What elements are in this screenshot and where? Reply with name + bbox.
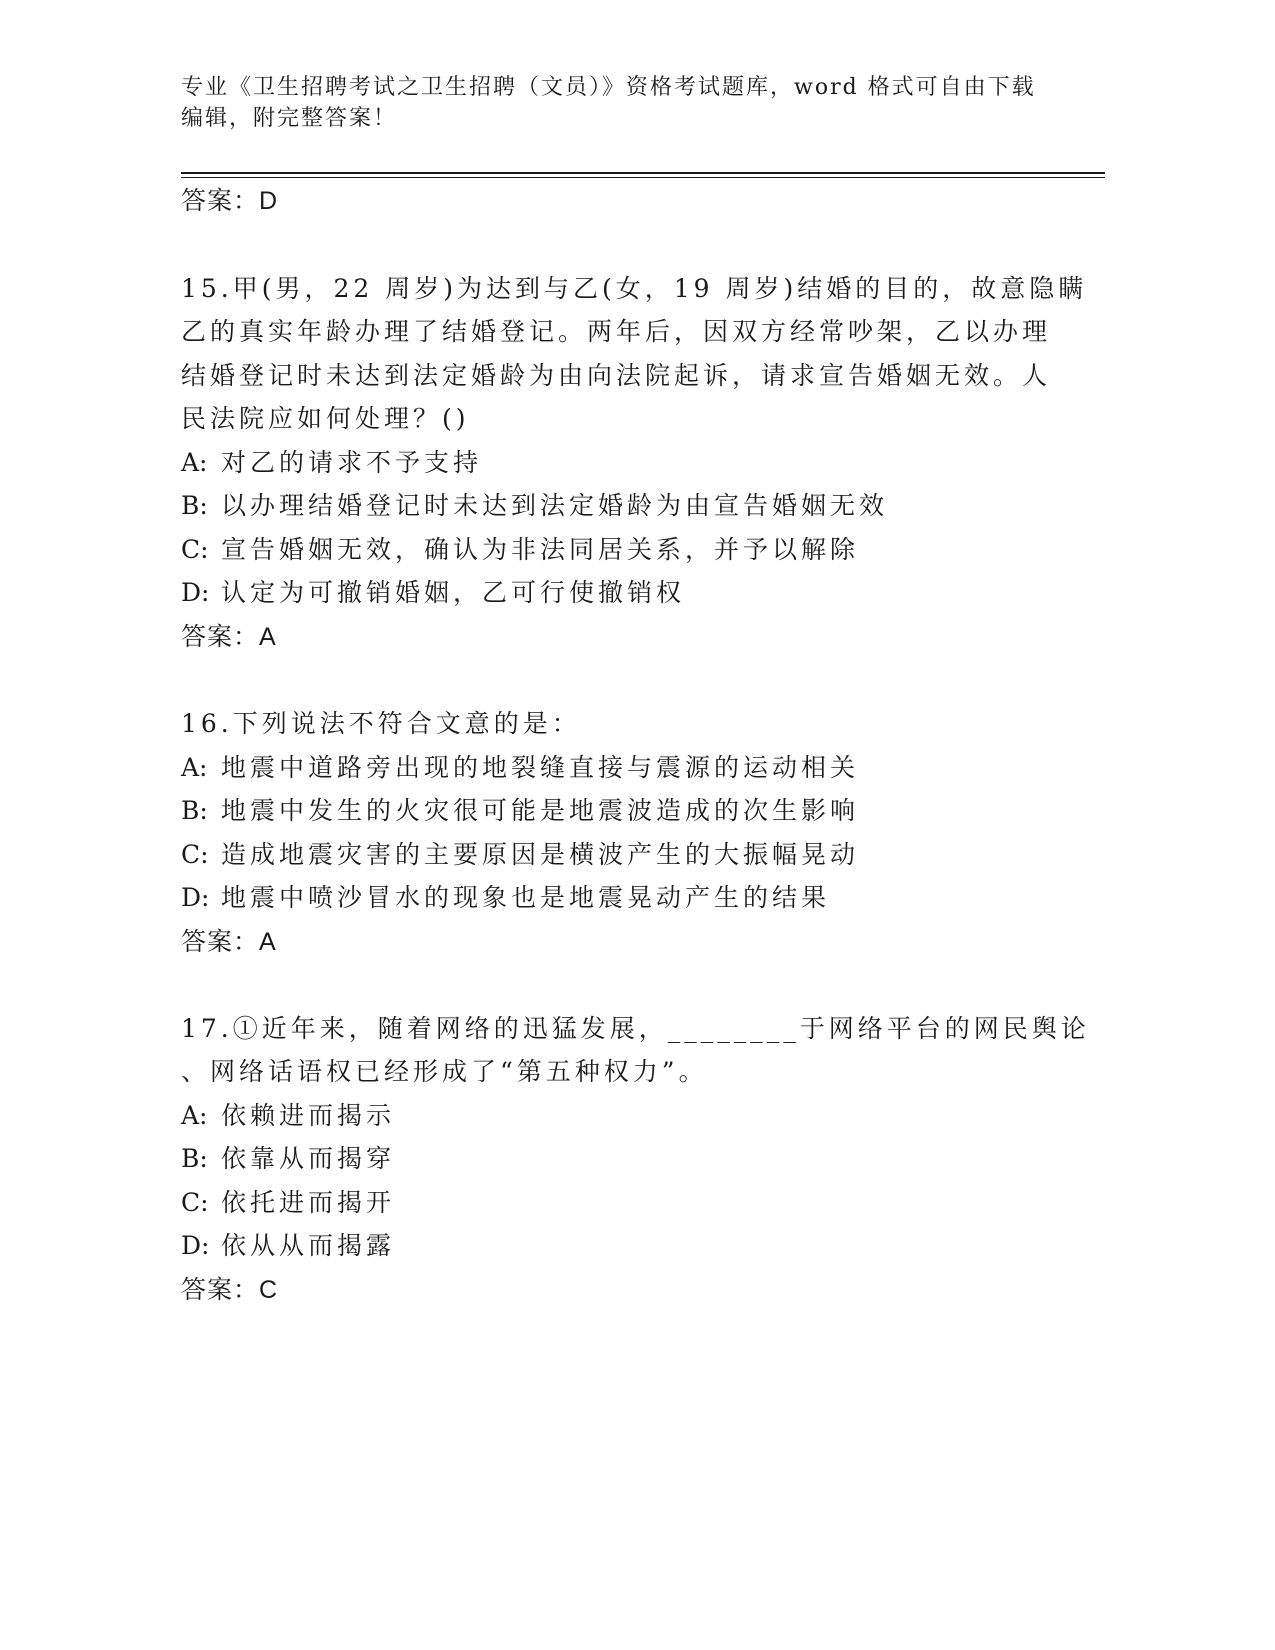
- option-text: 认定为可撤销婚姻，乙可行使撤销权: [221, 578, 686, 607]
- option-a: [181, 751, 859, 785]
- option-a: [181, 1099, 395, 1133]
- option-c: [181, 1186, 395, 1220]
- option-key: C:: [181, 840, 209, 869]
- header-divider-thick: [181, 172, 1105, 174]
- question-stem-line: 16.下列说法不符合文意的是：: [181, 709, 581, 738]
- header-line-2: 编辑，附完整答案！: [181, 106, 398, 131]
- option-text: 造成地震灾害的主要原因是横波产生的大振幅晃动: [221, 840, 860, 869]
- option-key: A:: [181, 753, 208, 782]
- question-stem-line: 15.甲(男，22 周岁)为达到与乙(女，19 周岁)结婚的目的，故意隐瞒: [181, 274, 1088, 303]
- option-text: 地震中道路旁出现的地裂缝直接与震源的运动相关: [221, 753, 860, 782]
- option-key: A:: [181, 1101, 208, 1130]
- header-line-1: 专业《卫生招聘考试之卫生招聘（文员）》资格考试题库，word 格式可自由下载: [181, 75, 1036, 100]
- option-key: A:: [181, 448, 208, 477]
- option-c: [181, 838, 859, 872]
- option-d: [181, 576, 685, 610]
- option-b: [181, 489, 888, 523]
- option-key: B:: [181, 491, 208, 520]
- question-answer: 答案：A: [181, 928, 277, 956]
- option-b: [181, 1142, 395, 1176]
- question-answer: 答案：A: [181, 623, 277, 651]
- option-text: 以办理结婚登记时未达到法定婚龄为由宣告婚姻无效: [221, 491, 889, 520]
- option-key: B:: [181, 1144, 208, 1173]
- header-divider-thin: [181, 177, 1105, 178]
- document-header: [181, 72, 1061, 134]
- option-key: D:: [181, 883, 210, 912]
- option-c: [181, 533, 859, 567]
- option-a: [181, 446, 482, 480]
- question-answer: 答案：C: [181, 1276, 279, 1304]
- option-b: [181, 794, 859, 828]
- option-d: [181, 1229, 395, 1263]
- option-text: 依靠从而揭穿: [221, 1144, 396, 1173]
- option-key: D:: [181, 578, 210, 607]
- option-text: 对乙的请求不予支持: [221, 448, 483, 477]
- option-text: 依托进而揭开: [221, 1188, 396, 1217]
- previous-answer: 答案：D: [181, 187, 279, 215]
- option-text: 地震中发生的火灾很可能是地震波造成的次生影响: [221, 796, 860, 825]
- question-stem-line: 结婚登记时未达到法定婚龄为由向法院起诉，请求宣告婚姻无效。人: [181, 361, 1052, 390]
- option-key: C:: [181, 1188, 209, 1217]
- option-key: C:: [181, 535, 209, 564]
- option-d: [181, 881, 830, 915]
- option-text: 地震中喷沙冒水的现象也是地震晃动产生的结果: [221, 883, 831, 912]
- option-key: D:: [181, 1231, 210, 1260]
- question-stem-line: 17.①近年来，随着网络的迅猛发展，________于网络平台的网民舆论: [181, 1014, 1090, 1043]
- option-text: 宣告婚姻无效，确认为非法同居关系，并予以解除: [221, 535, 860, 564]
- question-stem-line: 民法院应如何处理？(): [181, 404, 470, 433]
- option-text: 依从从而揭露: [221, 1231, 396, 1260]
- option-key: B:: [181, 796, 208, 825]
- question-stem-line: 乙的真实年龄办理了结婚登记。两年后，因双方经常吵架，乙以办理: [181, 317, 1052, 346]
- option-text: 依赖进而揭示: [221, 1101, 396, 1130]
- question-stem-line: 、网络话语权已经形成了“第五种权力”。: [181, 1057, 708, 1086]
